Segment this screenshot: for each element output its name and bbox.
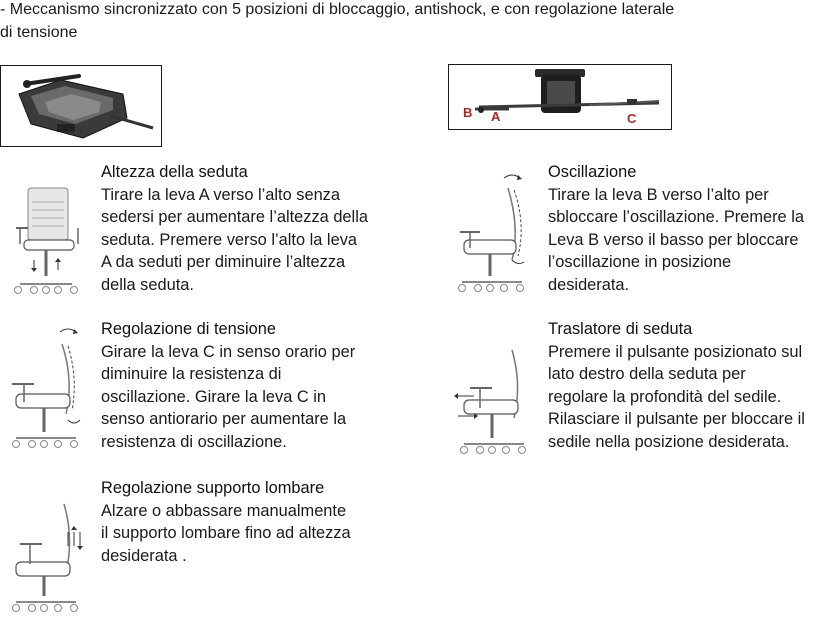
label-b: B [463,105,473,120]
section-title: Altezza della seduta [101,163,248,181]
section-line: l’oscillazione in posizione [548,253,732,271]
section-line: Alzare o abbassare manualmente [101,501,347,520]
section-oscillation [548,161,804,296]
intro-line-1: - Meccanismo sincronizzato con 5 posizioni di bloccaggio, antishock, e con regolazione laterale [0,1,675,18]
section-seat-slide [548,318,805,453]
section-line: desiderata . [101,546,187,565]
mechanism-photo-labeled [448,64,672,130]
section-line: oscillazione. Girare la leva C in [101,387,327,406]
mechanism-photo-angled [0,65,162,147]
section-line: il supporto lombare fino ad altezza [101,524,351,542]
chair-height-illustration [6,180,86,300]
section-line: della seduta. [101,275,194,294]
section-line: resistenza di oscillazione. [101,432,287,451]
section-line: desiderata. [548,275,630,294]
section-line: Rilasciare il pulsante per bloccare il [548,410,805,428]
section-line: sedersi per aumentare l’altezza della [101,208,368,226]
section-line: sedile nella posizione desiderata. [548,432,790,451]
section-line: Girare la leva C in senso orario per [101,342,356,361]
chair-tension-illustration [6,324,90,454]
section-tension [101,318,355,453]
section-title: Traslatore di seduta [548,320,693,338]
section-lumbar [101,477,351,567]
chair-seat-slide-illustration [452,334,536,462]
section-line: lato destro della seduta per [548,365,746,383]
section-line: regolare la profondità del sedile. [548,387,782,406]
chair-lumbar-illustration [6,492,90,618]
section-title: Regolazione supporto lombare [101,479,325,497]
label-c: C [627,111,637,126]
section-title: Regolazione di tensione [101,320,276,338]
label-a: A [491,109,501,124]
section-line: Premere il pulsante posizionato sul [548,342,803,361]
chair-oscillation-illustration [452,168,536,298]
section-line: senso antiorario per aumentare la [101,410,347,428]
section-line: diminuire la resistenza di [101,365,282,383]
section-title: Oscillazione [548,163,637,181]
section-line: Leva B verso il basso per bloccare [548,230,799,249]
section-line: seduta. Premere verso l’alto la leva [101,230,357,249]
section-line: A da seduti per diminuire l’altezza [101,253,346,271]
intro-text [0,0,800,44]
section-line: sbloccare l’oscillazione. Premere la [548,208,804,226]
section-seat-height [101,161,368,296]
section-line: Tirare la leva A verso l’alto senza [101,185,340,204]
section-line: Tirare la leva B verso l’alto per [548,185,769,204]
intro-line-2: di tensione [0,24,78,41]
